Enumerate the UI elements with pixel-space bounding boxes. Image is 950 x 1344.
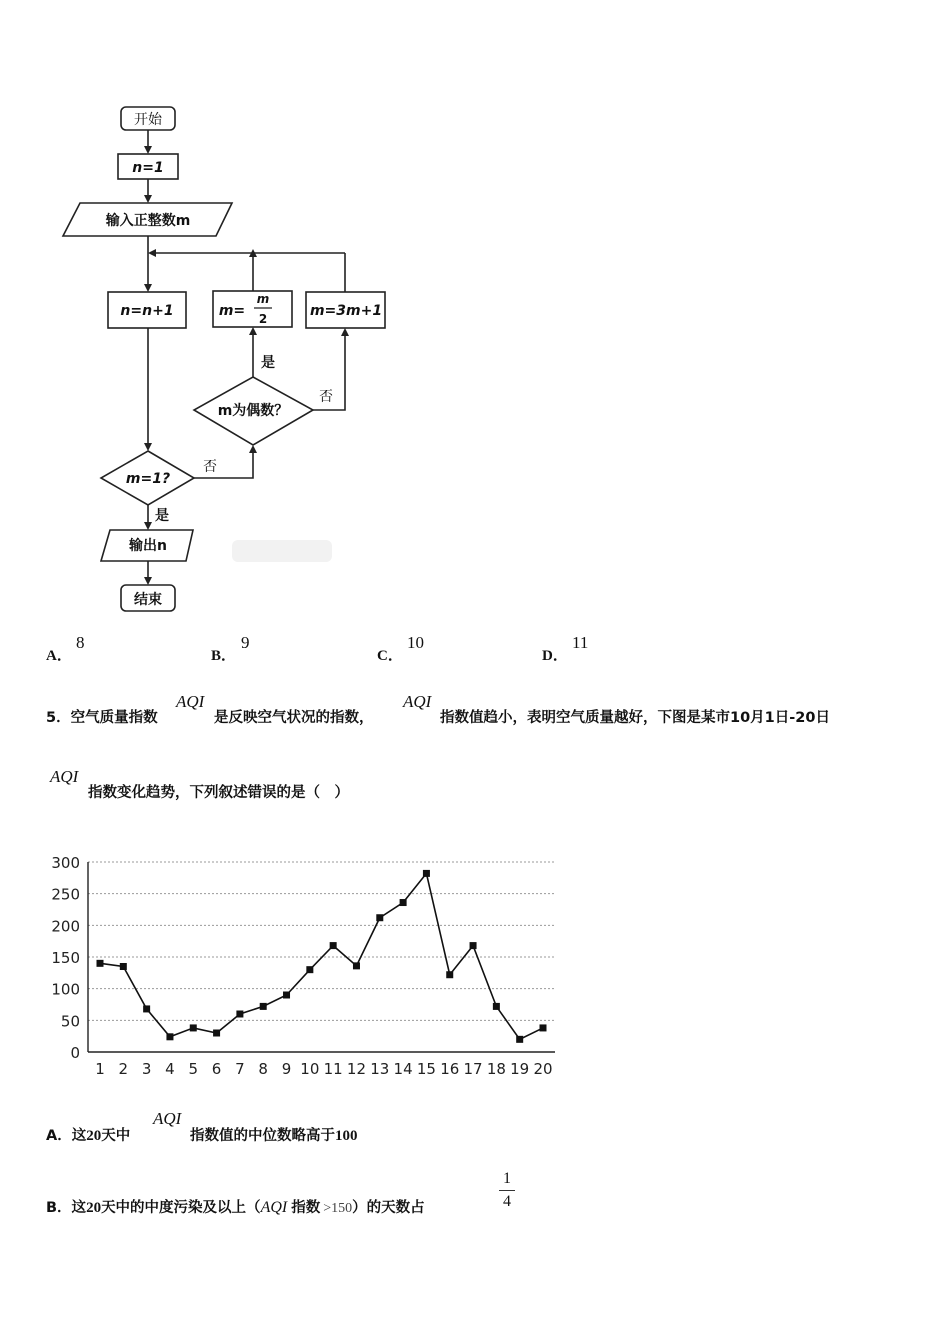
y-tick-label: 200 [51,917,80,936]
q5-part1: 空气质量指数 [70,710,158,726]
option-letter: C． [377,648,403,664]
data-point [260,1003,267,1010]
option-a[interactable] [46,644,72,665]
q5-aqi-2: AQI [403,692,432,711]
fraction-denominator: 4 [503,1193,511,1210]
output-label: 输出n [129,538,167,554]
fraction-numerator: 1 [503,1170,511,1187]
x-tick-label: 20 [533,1060,553,1078]
q5-b-num: 20 [86,1200,102,1216]
q5-a-post: 指数值的中位数略高于 [190,1128,335,1144]
x-tick-label: 6 [211,1060,222,1078]
watermark-smudge [232,540,332,562]
y-tick-label: 300 [51,854,80,872]
data-point [330,942,337,949]
option-c-value: 10 [407,633,424,652]
x-tick-label: 15 [416,1060,436,1078]
x-tick-label: 10 [300,1060,320,1078]
end-label: 结束 [134,592,162,608]
data-point [353,962,360,969]
triple-label: m=3m+1 [309,303,383,319]
data-point [97,960,104,967]
x-tick-label: 1 [95,1060,105,1078]
x-tick-label: 8 [258,1060,268,1078]
x-tick-label: 4 [165,1060,175,1078]
yes-label-one: 是 [155,508,169,524]
x-tick-label: 16 [440,1060,460,1078]
data-point [213,1030,220,1037]
x-tick-label: 13 [370,1060,390,1078]
q5-option-b[interactable] [46,1196,425,1217]
option-letter: A． [46,648,72,664]
q5-part4: 指数变化趋势，下列叙述错误的是（ ） [88,785,349,801]
data-point [493,1003,500,1010]
half-num-label: m [256,292,270,306]
q5-a-value: 100 [335,1128,358,1144]
even-label: m为偶数？ [217,403,289,419]
q5-a-aqi: AQI [153,1109,182,1128]
q5-b-mid: 天中的中度污染及以上（ [101,1200,261,1216]
x-tick-label: 5 [188,1060,199,1078]
x-tick-label: 12 [346,1060,367,1078]
data-point [376,914,383,921]
q5-aqi-3: AQI [50,767,79,786]
q5-part2: 是反映空气状况的指数， [214,710,374,726]
data-point [470,942,477,949]
x-tick-label: 19 [510,1060,530,1078]
data-point [516,1036,523,1043]
data-point [446,971,453,978]
no-label-one: 否 [203,459,217,475]
q5-b-post: ）的天数占 [352,1200,425,1216]
y-tick-label: 100 [51,980,80,999]
x-tick-label: 11 [323,1060,343,1078]
data-point [236,1011,243,1018]
data-point [166,1033,173,1040]
option-d-value: 11 [572,633,589,652]
x-tick-label: 17 [463,1060,483,1078]
aqi-line-chart [40,848,570,1088]
x-tick-label: 14 [393,1060,413,1078]
q5-a-post-wrap [190,1124,358,1145]
option-b-value: 9 [241,633,250,652]
q5-number: 5． [46,710,71,726]
option-letter: B． [211,648,237,664]
x-tick-label: 7 [235,1060,245,1078]
no-label-even: 否 [319,389,333,405]
flowchart [0,0,420,630]
y-tick-label: 250 [51,885,80,904]
option-c[interactable] [377,644,403,665]
y-tick-label: 50 [60,1012,80,1031]
half-eq-label: m= [218,303,246,319]
x-tick-label: 2 [118,1060,129,1078]
q5-a-mid: 天中 [101,1128,131,1144]
y-tick-label: 150 [51,949,80,967]
q5-b-fraction [499,1170,515,1211]
data-point [400,899,407,906]
q5-b-mid2: 指数 [291,1200,321,1216]
init-label: n=1 [132,160,164,176]
q5-aqi-1: AQI [176,692,205,711]
q5-a-pre: A．这 [46,1128,87,1144]
data-point [306,966,313,973]
q5-part3: 指数值趋小，表明空气质量越好，下图是某市10月1日-20日 [440,710,830,726]
y-tick-label: 0 [70,1044,80,1062]
x-tick-label: 3 [141,1060,152,1078]
option-d[interactable] [542,644,568,665]
q5-b-aqi: AQI [260,1199,288,1216]
x-tick-label: 18 [486,1060,506,1078]
half-den-label: 2 [258,312,268,326]
series-line [100,873,543,1039]
option-b[interactable] [211,644,236,665]
q5-a-num: 20 [86,1128,102,1144]
x-tick-label: 9 [281,1060,292,1078]
data-point [190,1024,197,1031]
input-label: 输入正整数m [105,213,191,229]
q5-b-pre: B．这 [46,1200,87,1216]
q5-option-a[interactable] [46,1124,130,1145]
data-point [120,963,127,970]
yes-label-even: 是 [261,355,275,371]
data-point [540,1024,547,1031]
data-point [283,992,290,999]
start-label: 开始 [134,112,162,128]
option-a-value: 8 [76,633,85,652]
step-label: n=n+1 [120,303,174,319]
option-letter: D． [542,648,568,664]
data-point [423,870,430,877]
one-label: m=1? [125,471,171,487]
data-point [143,1005,150,1012]
q5-line1 [46,706,158,727]
q5-b-gt: >150 [323,1201,353,1216]
